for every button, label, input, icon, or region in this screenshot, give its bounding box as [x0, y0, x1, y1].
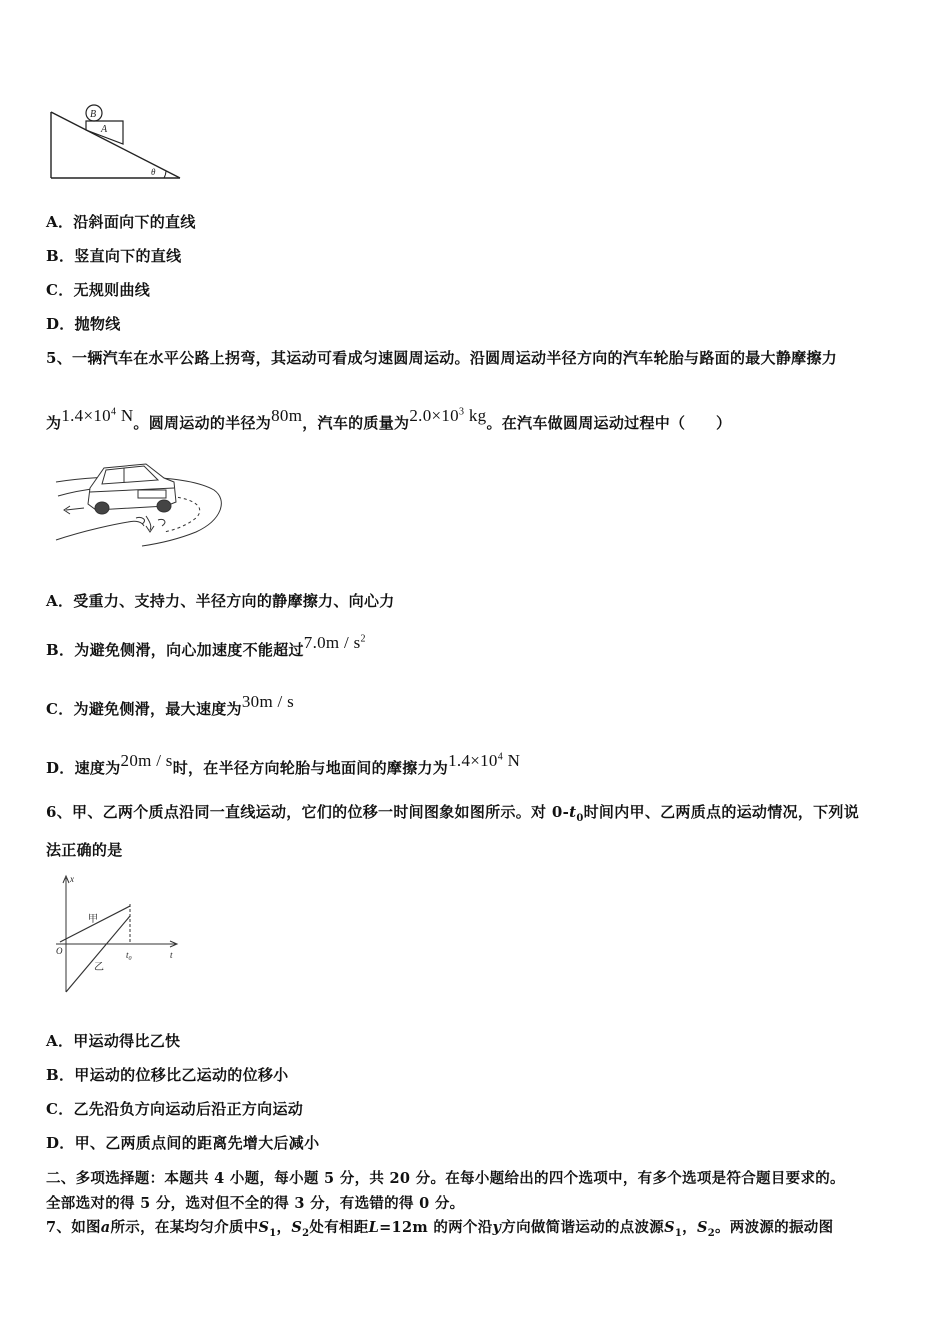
q5-stem-mid1: 。圆周运动的半径为: [133, 414, 272, 432]
q5-option-c: C．为避免侧滑，最大速度为30m / s: [46, 692, 295, 718]
q5-mass: $2.0\times 10^3$ kg: [409, 406, 487, 425]
q6-stem-line2: 法正确的是: [46, 841, 123, 859]
q7-stem-line1: 7、如图a所示，在某均匀介质中$S_1$，$S_2$处有相距L=12m 的两个沿y方向做简谐运动的点波源$S_1$，$S_2$。两波源的振动图: [46, 1219, 834, 1239]
incline-slope: [51, 112, 180, 178]
q5-stem-pre: 为: [46, 414, 62, 432]
q5-option-d: D．速度为20m / s时，在半径方向轮胎与地面间的摩擦力为$1.4\times 10^4$ N: [46, 751, 521, 777]
q6-option-b: B．甲运动的位移比乙运动的位移小: [46, 1066, 289, 1084]
q5-option-b-value: $7.0m / s^2$: [303, 633, 366, 652]
q5-option-d-force: $1.4\times 10^4$ N: [448, 751, 521, 770]
section2-line1: 二、多项选择题：本题共 4 小题，每小题 5 分，共 20 分。在每小题给出的四个选项中，有多个选项是符合题目要求的。: [46, 1170, 845, 1187]
car: [88, 464, 176, 514]
theta-arc: [164, 171, 166, 178]
x-axis-label: x: [70, 874, 74, 884]
q6-option-a: A．甲运动得比乙快: [46, 1032, 181, 1050]
q5-stem-post: 。在汽车做圆周运动过程中（ ）: [486, 414, 732, 432]
label-theta: θ: [151, 167, 156, 177]
xt-graph: [52, 872, 184, 998]
q5-option-c-value: 30m / s: [241, 692, 295, 711]
q4-option-b: B．竖直向下的直线: [46, 247, 182, 265]
yi-label: 乙: [94, 962, 104, 973]
q6-option-c: C．乙先沿负方向运动后沿正方向运动: [46, 1100, 304, 1118]
car-turning-illustration: [46, 456, 226, 548]
section2-line2: 全部选对的得 5 分，选对但不全的得 3 分，有选错的得 0 分。: [46, 1195, 465, 1212]
q5-radius: 80m: [271, 406, 303, 425]
q5-option-d-speed: 20m / s: [120, 751, 173, 770]
line-yi: [66, 916, 130, 992]
origin-label: O: [56, 946, 63, 956]
friction-arrow-down: [146, 516, 154, 532]
label-b: B: [90, 109, 97, 120]
q6-option-d: D．甲、乙两质点间的距离先增大后减小: [46, 1134, 320, 1152]
q4-option-c: C．无规则曲线: [46, 281, 151, 299]
q5-friction-force: $1.4\times 10^4$ N: [61, 406, 134, 425]
t0-label: $t_0$: [126, 950, 132, 962]
q5-stem-line1: 5、一辆汽车在水平公路上拐弯，其运动可看成匀速圆周运动。沿圆周运动半径方向的汽车轮胎与路面的最大静摩擦力: [46, 349, 838, 367]
label-a: A: [101, 124, 108, 135]
friction-arrow-left: [64, 506, 84, 514]
q4-option-d: D．抛物线: [46, 315, 121, 333]
jia-label: 甲: [88, 914, 98, 925]
q5-stem-mid2: ，汽车的质量为: [302, 414, 410, 432]
t-axis-label: t: [170, 950, 173, 960]
road-edge-lower: [56, 521, 144, 540]
q5-option-b: B．为避免侧滑，向心加速度不能超过$7.0m / s^2$: [46, 633, 366, 659]
q4-option-a: A．沿斜面向下的直线: [46, 213, 196, 231]
q6-stem-line1: 6、甲、乙两个质点沿同一直线运动，它们的位移一时间图象如图所示。对 $0-t_0$时间内甲、乙两质点的运动情况，下列说: [46, 803, 860, 824]
incline-figure: [46, 100, 186, 182]
q5-option-a: A．受重力、支持力、半径方向的静摩擦力、向心力: [46, 592, 395, 610]
q5-stem-line2: [46, 406, 731, 433]
